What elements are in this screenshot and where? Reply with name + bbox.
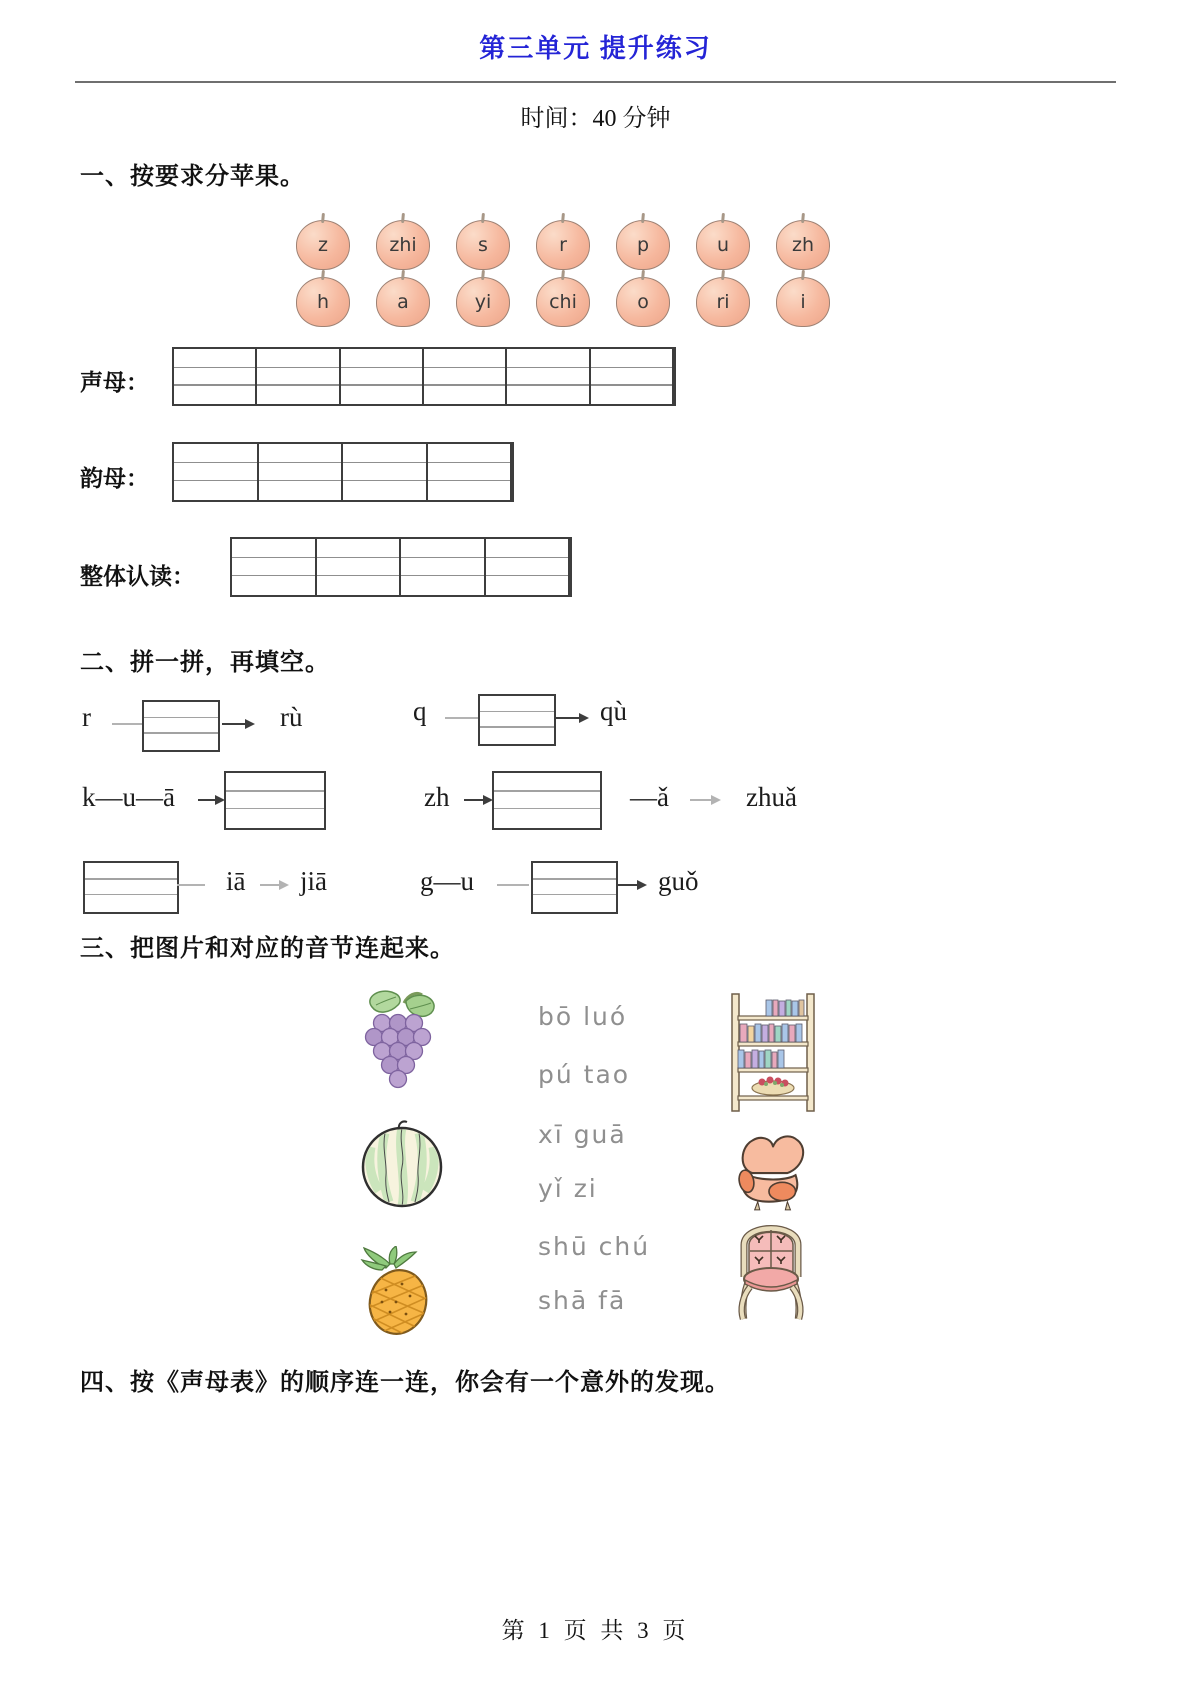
apple-icon <box>536 220 590 270</box>
grid-cell <box>591 349 674 404</box>
grid-cell <box>507 349 590 404</box>
apple-letter: a <box>397 291 409 313</box>
arrow-icon <box>690 799 712 801</box>
apple-letter: z <box>318 234 328 256</box>
apple-letter: ri <box>716 291 730 313</box>
exercise-result: rù <box>280 702 303 732</box>
exercise-suffix: —ǎ <box>630 782 669 812</box>
apple-icon <box>376 220 430 270</box>
finals-grid <box>172 442 514 502</box>
bookshelf-image <box>730 992 816 1114</box>
answer-box <box>142 700 220 752</box>
whole-syllables-grid <box>230 537 572 597</box>
apple-letter: h <box>316 291 330 313</box>
apple-letter: zh <box>791 234 814 256</box>
connector-line <box>445 717 478 719</box>
grid-cell <box>343 444 428 500</box>
watermelon-image <box>356 1118 448 1210</box>
answer-box <box>83 861 179 914</box>
answer-box <box>492 771 602 830</box>
whole-syllables-label: 整体认读： <box>80 564 195 589</box>
grid-cell <box>232 539 317 595</box>
apple-icon <box>376 277 430 327</box>
grid-cell <box>486 539 571 595</box>
apple-icon <box>456 220 510 270</box>
time-limit: 时间：40 分钟 <box>520 106 671 132</box>
section3-heading: 三、把图片和对应的音节连起来。 <box>80 936 455 962</box>
apple-letter: chi <box>549 291 577 313</box>
exercise-result: zhuǎ <box>746 782 797 812</box>
connector-line <box>112 723 144 725</box>
header-divider <box>75 81 1116 83</box>
initials-grid <box>172 347 676 406</box>
apple-letter: p <box>636 234 650 256</box>
apple-icon <box>776 277 830 327</box>
answer-box <box>478 694 556 746</box>
syllable-shafa: shā fā <box>538 1286 627 1315</box>
armchair-image <box>724 1128 816 1212</box>
section1-heading: 一、按要求分苹果。 <box>80 164 305 190</box>
apple-icon <box>296 220 350 270</box>
arrow-icon <box>556 717 580 719</box>
connector-line <box>177 884 205 886</box>
exercise-result: qù <box>600 696 627 726</box>
apple-icon <box>536 277 590 327</box>
answer-box <box>224 771 326 830</box>
section2-heading: 二、拼一拼，再填空。 <box>80 650 330 676</box>
apple-icon <box>296 277 350 327</box>
apple-icon <box>696 277 750 327</box>
grid-cell <box>341 349 424 404</box>
pineapple-image <box>346 1246 444 1338</box>
grid-cell <box>174 444 259 500</box>
apple-letter: i <box>800 291 806 313</box>
apple-icon <box>776 220 830 270</box>
grid-cell <box>317 539 402 595</box>
syllable-boluo: bō luó <box>538 1002 628 1031</box>
finals-label: 韵母： <box>80 466 149 491</box>
grid-cell <box>257 349 340 404</box>
apple-letter: o <box>637 291 649 313</box>
page-title: 第三单元 提升练习 <box>479 34 712 63</box>
apple-row-2 <box>296 277 830 327</box>
exercise-prefix: zh <box>424 782 450 812</box>
page-number: 第 1 页 共 3 页 <box>501 1618 690 1643</box>
apple-letter: zhi <box>389 234 417 256</box>
grid-cell <box>424 349 507 404</box>
exercise-suffix: iā <box>226 866 246 896</box>
apple-letter: u <box>716 234 730 256</box>
syllable-shuchu: shū chú <box>538 1232 651 1261</box>
syllable-putao: pú tao <box>538 1060 631 1089</box>
grid-cell <box>428 444 513 500</box>
chair-image <box>728 1212 814 1324</box>
arrow-icon <box>464 799 484 801</box>
exercise-result: jiā <box>300 866 327 896</box>
arrow-icon <box>260 884 280 886</box>
grid-cell <box>401 539 486 595</box>
initials-label: 声母： <box>80 370 149 395</box>
exercise-prefix: q <box>413 696 427 726</box>
apple-letter: r <box>559 234 567 256</box>
answer-box <box>531 861 618 914</box>
apple-icon <box>616 277 670 327</box>
syllable-xigua: xī guā <box>538 1120 627 1149</box>
arrow-icon <box>222 723 246 725</box>
apple-icon <box>456 277 510 327</box>
apple-letter: yi <box>474 291 492 313</box>
syllable-yizi: yǐ zi <box>538 1174 598 1203</box>
apple-icon <box>616 220 670 270</box>
apple-icon <box>696 220 750 270</box>
section4-heading: 四、按《声母表》的顺序连一连，你会有一个意外的发现。 <box>80 1370 730 1396</box>
arrow-icon <box>616 884 638 886</box>
grid-cell <box>259 444 344 500</box>
apple-row-1 <box>296 220 830 270</box>
apple-letter: s <box>478 234 488 256</box>
exercise-result: guǒ <box>658 866 699 896</box>
exercise-prefix: k—u—ā <box>82 782 175 812</box>
exercise-prefix: r <box>82 702 91 732</box>
connector-line <box>497 884 529 886</box>
arrow-icon <box>198 799 216 801</box>
grid-cell <box>174 349 257 404</box>
exercise-prefix: g—u <box>420 866 474 896</box>
grapes-image <box>356 986 442 1102</box>
